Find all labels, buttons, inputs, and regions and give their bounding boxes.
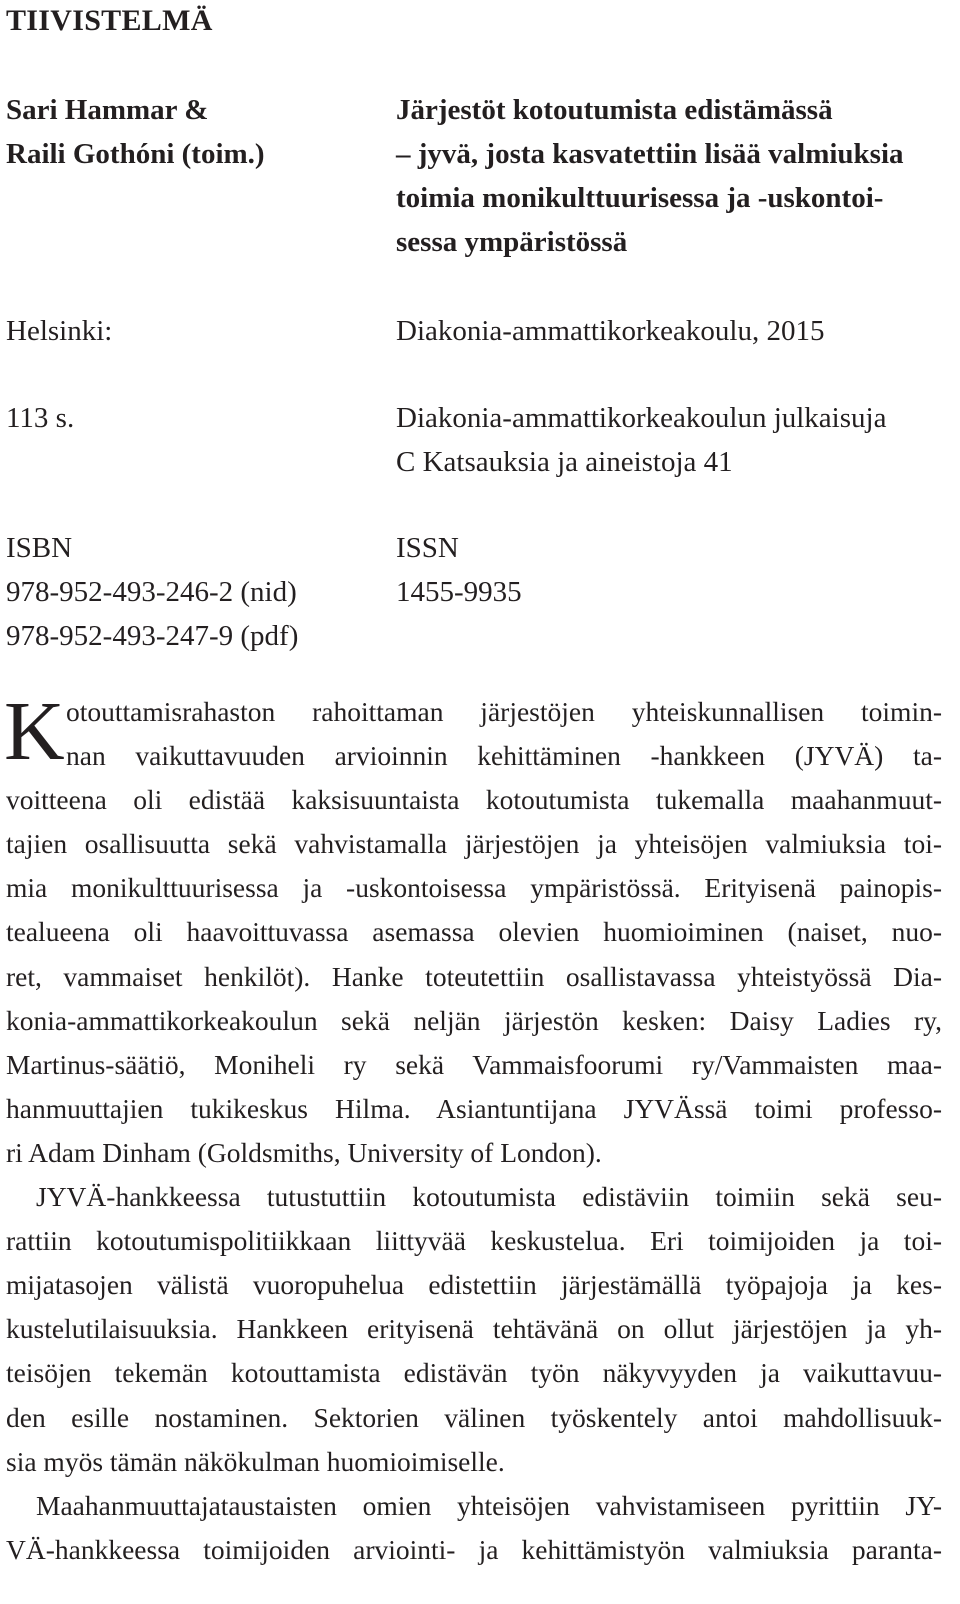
issn-block [396, 526, 942, 614]
page-count: 113 s. [6, 402, 75, 434]
body-line: ret, vammaiset henkilöt). Hanke toteutettiin osallistavassa yhteistyössä Dia- [6, 960, 942, 992]
issn-label: ISSN [396, 532, 459, 564]
drop-cap: K [4, 685, 65, 778]
author-line: Raili Gothóni (toim.) [6, 138, 265, 170]
body-line: hanmuuttajien tukikeskus Hilma. Asiantuntijana JYVÄssä toimi professo- [6, 1092, 942, 1124]
abstract-body [4, 685, 942, 1572]
body-line: JYVÄ-hankkeessa tutustuttiin kotoutumista edistäviin toimiin sekä seu- [36, 1181, 942, 1213]
isbn-label: ISBN [6, 532, 73, 564]
publisher: Diakonia-ammattikorkeakoulu, 2015 [396, 315, 825, 347]
body-line: voitteena oli edistää kaksisuuntaista kotoutumista tukemalla maahanmuut- [6, 784, 942, 816]
body-line: den esille nostaminen. Sektorien välinen työskentely antoi mahdollisuuk- [6, 1401, 942, 1433]
body-line: konia-ammattikorkeakoulun sekä neljän järjestön kesken: Daisy Ladies ry, [6, 1004, 942, 1036]
paragraph-3 [6, 1484, 942, 1572]
body-line: kustelutilaisuuksia. Hankkeen erityisenä tehtävänä on ollut järjestöjen ja yh- [6, 1313, 942, 1345]
title-line: sessa ympäristössä [396, 226, 628, 258]
publication-place: Helsinki: [6, 315, 113, 347]
body-line: rattiin kotoutumispolitiikkaan liittyvää keskustelua. Eri toimijoiden ja toi- [6, 1225, 942, 1257]
body-line: Martinus-säätiö, Moniheli ry sekä Vammaisfoorumi ry/Vammaisten maa- [6, 1048, 942, 1080]
abstract-page [6, 0, 942, 1604]
body-line: ri Adam Dinham (Goldsmiths, University of London). [6, 1136, 602, 1168]
body-line: sia myös tämän näkökulman huomioimiselle. [6, 1445, 505, 1477]
issn-value: 1455-9935 [396, 576, 522, 608]
paragraph-1 [4, 685, 942, 1175]
body-line: otouttamisrahaston rahoittaman järjestöjen yhteiskunnallisen toimin- [66, 696, 942, 727]
body-line: Maahanmuuttajataustaisten omien yhteisöjen vahvistamiseen pyrittiin JY- [36, 1489, 942, 1521]
title-line: toimia monikulttuurisessa ja -uskontoi- [396, 182, 884, 214]
title-line: – jyvä, josta kasvatettiin lisää valmiuksia [396, 138, 904, 170]
body-line: nan vaikuttavuuden arvioinnin kehittäminen -hankkeen (JYVÄ) ta- [66, 740, 942, 772]
body-line: tealueena oli haavoittuvassa asemassa olevien huomioiminen (naiset, nuo- [6, 916, 942, 948]
paragraph-2 [6, 1175, 942, 1484]
body-line: VÄ-hankkeessa toimijoiden arviointi- ja kehittämistyön valmiuksia paranta- [6, 1533, 942, 1565]
series-line: Diakonia-ammattikorkeakoulun julkaisuja [396, 402, 887, 434]
series [396, 396, 942, 484]
publication-title [396, 88, 942, 264]
author-line: Sari Hammar & [6, 94, 209, 126]
body-line: tajien osallisuutta sekä vahvistamalla järjestöjen ja yhteisöjen valmiuksia toi- [6, 828, 942, 860]
isbn-value: 978-952-493-247-9 (pdf) [6, 620, 299, 652]
body-line: mijatasojen välistä vuoropuhelua edistettiin järjestämällä työpajoja ja kes- [6, 1269, 942, 1301]
isbn-block [6, 526, 386, 658]
page-heading: TIIVISTELMÄ [6, 4, 213, 37]
body-line: teisöjen tekemän kotouttamista edistävän työn näkyvyyden ja vaikuttavuu- [6, 1357, 942, 1389]
authors [6, 88, 386, 176]
isbn-value: 978-952-493-246-2 (nid) [6, 576, 297, 608]
series-line: C Katsauksia ja aineistoja 41 [396, 446, 733, 478]
body-line: mia monikulttuurisessa ja -uskontoisessa ympäristössä. Erityisenä painopis- [6, 872, 942, 904]
title-line: Järjestöt kotoutumista edistämässä [396, 94, 833, 126]
